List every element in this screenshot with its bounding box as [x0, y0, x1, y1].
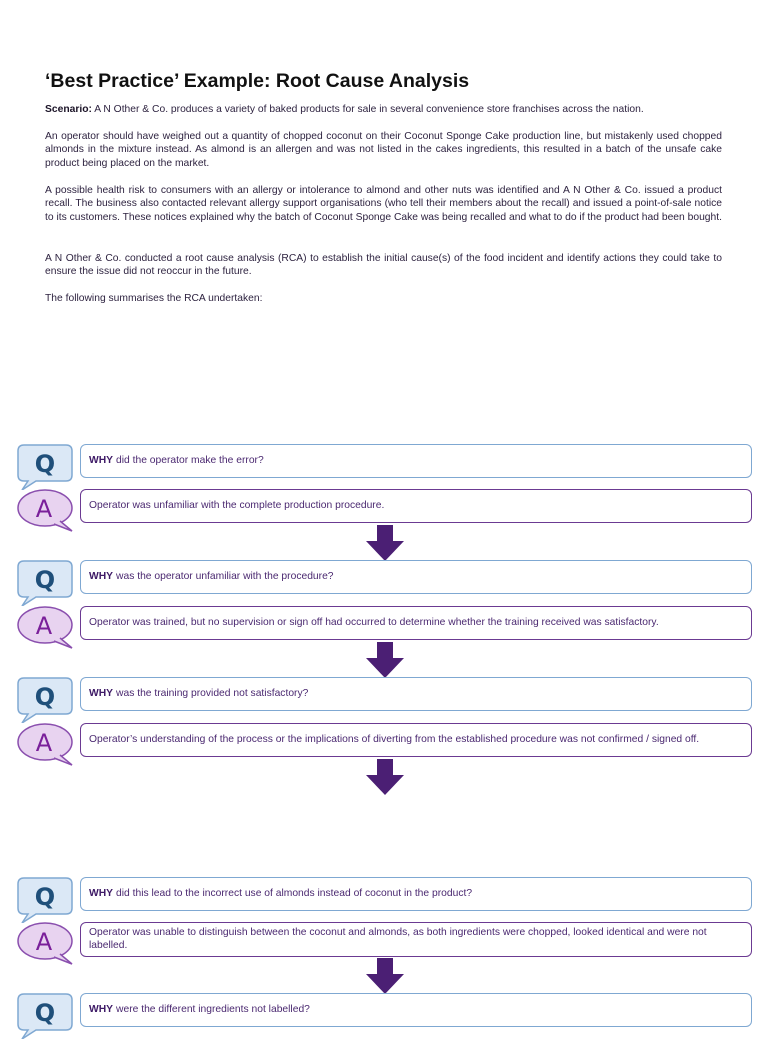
- body-paragraph: A N Other & Co. conducted a root cause analysis (RCA) to establish the initial cause(s) of the food incident and identify actions they could take to ensure the issue did not reoccur in the future.: [45, 253, 722, 278]
- question-bubble-icon: [16, 993, 74, 1039]
- why-label: WHY: [89, 454, 114, 466]
- why-label: WHY: [89, 687, 114, 699]
- answer-row: [16, 606, 752, 644]
- question-row: [16, 677, 752, 715]
- question-box: [80, 444, 752, 478]
- body-paragraph: An operator should have weighed out a quantity of chopped coconut on their Coconut Sponge Cake production line, but mistakenly used chopped almonds in the mixture instead. As almond is an allergen and was not listed in the cakes ingredients, this resulted in a batch of the unsafe cake product being placed on the market.: [45, 131, 722, 169]
- down-arrow-icon: [366, 958, 404, 994]
- body-paragraph: The following summarises the RCA undertaken:: [45, 293, 263, 304]
- question-bubble-icon: [16, 677, 74, 723]
- body-paragraph: A possible health risk to consumers with an allergy or intolerance to almond and other nuts was identified and A N Other & Co. issued a product recall. The business also contacted relevant allergy support organisations (who tell their members about the recall) and issued a point-of-sale notice to its customers. These notices explained why the batch of Coconut Sponge Cake was being recalled and what to do if the product had been bought.: [45, 185, 722, 223]
- question-row: [16, 560, 752, 598]
- answer-box: Operator was unable to distinguish between the coconut and almonds, as both ingredients were chopped, looked identical and were not labelled.: [80, 922, 752, 957]
- down-arrow-icon: [366, 525, 404, 561]
- answer-box: Operator was unfamiliar with the complete production procedure.: [80, 489, 752, 523]
- q-letter: Q: [34, 999, 56, 1027]
- answer-bubble-icon: [16, 922, 74, 968]
- why-label: WHY: [89, 1003, 114, 1015]
- answer-row: [16, 922, 752, 960]
- question-text: were the different ingredients not labelled?: [116, 1003, 310, 1015]
- question-text: was the training provided not satisfactory?: [116, 687, 309, 699]
- question-row: [16, 877, 752, 915]
- question-box: [80, 677, 752, 711]
- answer-box: Operator’s understanding of the process or the implications of diverting from the established procedure was not confirmed / signed off.: [80, 723, 752, 757]
- answer-row: [16, 723, 752, 761]
- question-bubble-icon: [16, 560, 74, 606]
- q-letter: Q: [34, 450, 56, 478]
- scenario-label: Scenario:: [45, 104, 92, 115]
- a-letter: A: [35, 495, 53, 523]
- answer-bubble-icon: [16, 489, 74, 535]
- question-bubble-icon: [16, 877, 74, 923]
- page-title: ‘Best Practice’ Example: Root Cause Analysis: [45, 70, 470, 92]
- answer-bubble-icon: [16, 606, 74, 652]
- question-text: did this lead to the incorrect use of almonds instead of coconut in the product?: [116, 887, 473, 899]
- question-row: [16, 444, 752, 482]
- question-box: [80, 993, 752, 1027]
- q-letter: Q: [34, 683, 56, 711]
- answer-row: [16, 489, 752, 527]
- down-arrow-icon: [366, 759, 404, 795]
- answer-bubble-icon: [16, 723, 74, 769]
- question-text: did the operator make the error?: [116, 454, 264, 466]
- q-letter: Q: [34, 883, 56, 911]
- why-label: WHY: [89, 570, 114, 582]
- question-bubble-icon: [16, 444, 74, 490]
- q-letter: Q: [34, 566, 56, 594]
- a-letter: A: [35, 729, 53, 757]
- question-row: [16, 993, 752, 1031]
- scenario-paragraph: [45, 103, 722, 116]
- question-box: [80, 560, 752, 594]
- scenario-text: A N Other & Co. produces a variety of baked products for sale in several convenience store franchises across the nation.: [91, 104, 644, 115]
- down-arrow-icon: [366, 642, 404, 678]
- a-letter: A: [35, 928, 53, 956]
- a-letter: A: [35, 612, 53, 640]
- why-label: WHY: [89, 887, 114, 899]
- question-text: was the operator unfamiliar with the procedure?: [116, 570, 334, 582]
- answer-box: Operator was trained, but no supervision or sign off had occurred to determine whether the training received was satisfactory.: [80, 606, 752, 640]
- question-box: [80, 877, 752, 911]
